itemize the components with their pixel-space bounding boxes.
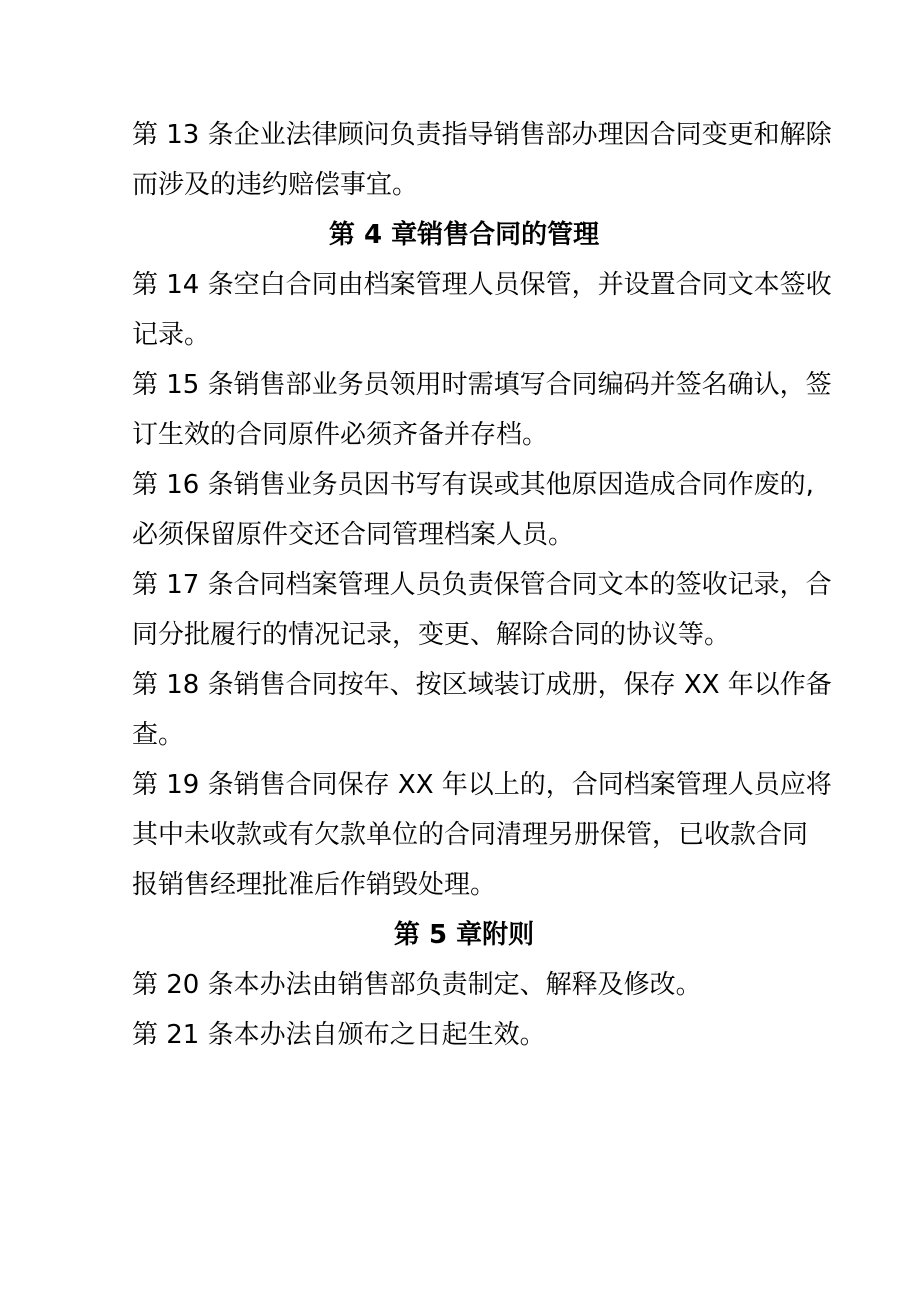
article-19-line-2: 其中未收款或有欠款单位的合同清理另册保管，已收款合同 <box>132 820 809 850</box>
article-13-line-1: 第 13 条企业法律顾问负责指导销售部办理因合同变更和解除 <box>132 120 832 150</box>
article-17-line-2: 同分批履行的情况记录，变更、解除合同的协议等。 <box>132 620 731 650</box>
article-19-line-3: 报销售经理批准后作销毁处理。 <box>132 870 497 900</box>
document-body <box>132 110 832 1060</box>
article-14-line-2: 记录。 <box>132 320 211 350</box>
article-21-line-1: 第 21 条本办法自颁布之日起生效。 <box>132 1020 546 1050</box>
article-19 <box>132 760 832 910</box>
article-14 <box>132 260 832 360</box>
article-18-line-1: 第 18 条销售合同按年、按区域装订成册，保存 XX 年以作备 <box>132 670 832 700</box>
article-13-line-2: 而涉及的违约赔偿事宜。 <box>132 170 419 200</box>
article-17 <box>132 560 832 660</box>
chapter-5-heading: 第 5 章附则 <box>393 920 535 950</box>
article-15 <box>132 360 832 460</box>
article-18-line-2: 查。 <box>132 720 185 750</box>
article-20 <box>132 960 796 1010</box>
article-20-line-1: 第 20 条本办法由销售部负责制定、解释及修改。 <box>132 970 702 1000</box>
article-19-line-1: 第 19 条销售合同保存 XX 年以上的，合同档案管理人员应将 <box>132 770 832 800</box>
article-15-line-2: 订生效的合同原件必须齐备并存档。 <box>132 420 549 450</box>
article-15-line-1: 第 15 条销售部业务员领用时需填写合同编码并签名确认，签 <box>132 370 832 400</box>
article-18 <box>132 660 832 760</box>
article-21 <box>132 1010 796 1060</box>
article-17-line-1: 第 17 条合同档案管理人员负责保管合同文本的签收记录，合 <box>132 570 832 600</box>
chapter-4-heading: 第 4 章销售合同的管理 <box>328 220 600 250</box>
article-16-line-1: 第 16 条销售业务员因书写有误或其他原因造成合同作废的, <box>132 470 814 500</box>
article-16 <box>132 460 814 560</box>
article-14-line-1: 第 14 条空白合同由档案管理人员保管，并设置合同文本签收 <box>132 270 832 300</box>
article-13 <box>132 110 832 210</box>
article-16-line-2: 必须保留原件交还合同管理档案人员。 <box>132 520 575 550</box>
